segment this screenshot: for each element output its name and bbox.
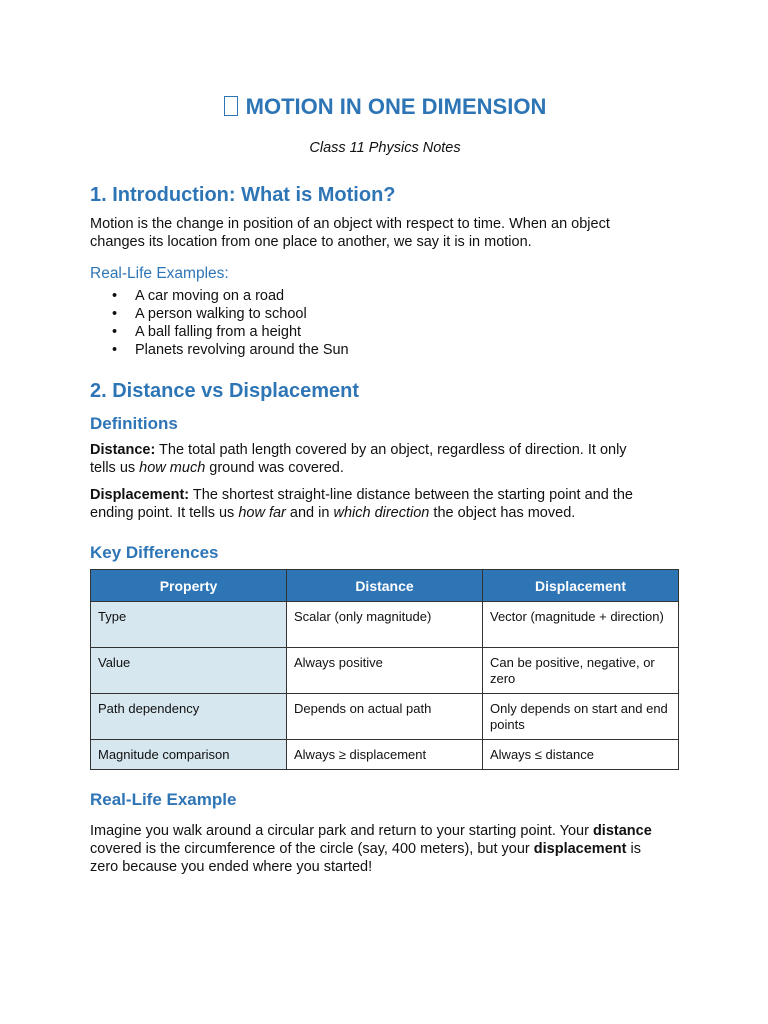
table-cell: Always positive xyxy=(287,648,483,694)
example-line-1-bold: distance xyxy=(592,823,652,839)
table-cell: Vector (magnitude + direction) xyxy=(483,602,679,648)
section-heading-distance-displacement: 2. Distance vs Displacement xyxy=(90,380,360,402)
intro-line-1: Motion is the change in position of an object with respect to time. When an object xyxy=(90,216,610,232)
displacement-text-line-1: The shortest straight-line distance between the starting point and the xyxy=(189,487,633,503)
page-subtitle: Class 11 Physics Notes xyxy=(309,140,461,156)
table-cell: Always ≤ distance xyxy=(483,740,679,770)
table-cell: Can be positive, negative, or zero xyxy=(483,648,679,694)
table-cell: Magnitude comparison xyxy=(91,740,287,770)
table-header-displacement: Displacement xyxy=(483,570,679,602)
examples-heading: Real-Life Examples: xyxy=(90,265,229,282)
table-header-row xyxy=(91,570,679,602)
examples-list xyxy=(90,287,349,359)
page-title-text: MOTION IN ONE DIMENSION xyxy=(245,94,547,119)
definitions-heading: Definitions xyxy=(90,414,178,433)
displacement-term: Displacement: xyxy=(90,487,190,503)
list-item: • A person walking to school xyxy=(90,305,349,323)
example-line-2-bold: displacement xyxy=(533,841,627,857)
distance-text-suffix: ground was covered. xyxy=(205,460,344,476)
list-item: • Planets revolving around the Sun xyxy=(90,341,349,359)
page-title xyxy=(90,93,680,121)
table-header-distance: Distance xyxy=(287,570,483,602)
example-line-2: covered is the circumference of the circle (say, 400 meters), but your xyxy=(90,841,534,857)
table-row xyxy=(91,740,679,770)
table-row xyxy=(91,648,679,694)
displacement-definition xyxy=(90,486,680,522)
comparison-table xyxy=(90,569,679,770)
distance-text-line-1: The total path length covered by an object, regardless of direction. It only xyxy=(155,442,627,458)
table-cell: Path dependency xyxy=(91,694,287,740)
example-line-2-suffix: is xyxy=(626,841,641,857)
table-cell: Scalar (only magnitude) xyxy=(287,602,483,648)
intro-paragraph xyxy=(90,215,680,251)
table-cell: Value xyxy=(91,648,287,694)
list-item: • A ball falling from a height xyxy=(90,323,349,341)
distance-term: Distance: xyxy=(90,442,156,458)
displacement-text-mid: and in xyxy=(285,505,334,521)
table-cell: Type xyxy=(91,602,287,648)
displacement-text-suffix: the object has moved. xyxy=(429,505,576,521)
table-cell: Always ≥ displacement xyxy=(287,740,483,770)
distance-text-prefix: tells us xyxy=(90,460,140,476)
key-differences-heading: Key Differences xyxy=(90,543,219,562)
example-line-3: zero because you ended where you started! xyxy=(90,859,373,875)
missing-glyph-icon xyxy=(224,96,238,116)
displacement-text-emphasis-1: how far xyxy=(238,505,286,521)
distance-definition xyxy=(90,441,680,477)
table-header-property: Property xyxy=(91,570,287,602)
real-life-example-heading: Real-Life Example xyxy=(90,790,237,809)
table-row xyxy=(91,602,679,648)
section-heading-introduction: 1. Introduction: What is Motion? xyxy=(90,184,396,206)
displacement-text-emphasis-2: which direction xyxy=(333,505,430,521)
list-item: • A car moving on a road xyxy=(90,287,349,305)
example-line-1: Imagine you walk around a circular park and return to your starting point. Your xyxy=(90,823,593,839)
table-cell: Only depends on start and end points xyxy=(483,694,679,740)
intro-line-2: changes its location from one place to another, we say it is in motion. xyxy=(90,234,532,250)
distance-text-emphasis: how much xyxy=(139,460,206,476)
table-row xyxy=(91,694,679,740)
example-paragraph xyxy=(90,822,680,876)
displacement-text-prefix: ending point. It tells us xyxy=(90,505,239,521)
table-cell: Depends on actual path xyxy=(287,694,483,740)
